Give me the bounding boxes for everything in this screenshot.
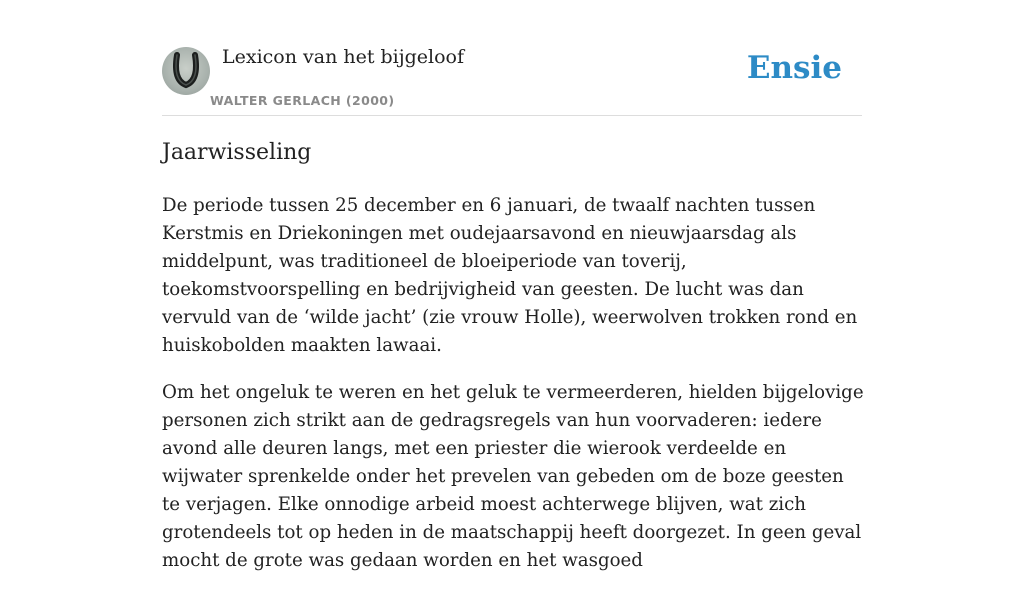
body-paragraph: Om het ongeluk te weren en het geluk te vermeerderen, hielden bijgelovige personen zich strikt aan de gedragsregels van hun voorvaderen: iedere avond alle deuren langs, met een priester die wierook verdeelde en wijwater sprenkelde onder het prevelen van gebeden om de boze geesten te verjagen. Elke onnodige arbeid moest achterwege blijven, wat zich grotendeels tot op heden in de maatschappij heeft doorgezet. In geen geval mocht de grote was gedaan worden en het wasgoed (162, 382, 864, 571)
entry-body (162, 192, 866, 594)
page (162, 0, 864, 571)
brand-logo[interactable]: Ensie (746, 50, 842, 86)
author-label: WALTER GERLACH (2000) (210, 93, 395, 108)
book-avatar[interactable] (162, 47, 210, 95)
horseshoe-icon (162, 47, 210, 95)
header (162, 0, 862, 116)
body-paragraph: De periode tussen 25 december en 6 januari, de twaalf nachten tussen Kerstmis en Driekoningen met oudejaarsavond en nieuwjaarsdag als middelpunt, was traditioneel de bloeiperiode van toverij, toekomstvoorspelling en bedrijvigheid van geesten. De lucht was dan vervuld van de ‘wilde jacht’ (zie vrouw Holle), weerwolven trokken rond en huiskobolden maakten lawaai. (162, 195, 858, 356)
entry-title: Jaarwisseling (162, 140, 312, 165)
book-title[interactable]: Lexicon van het bijgeloof (222, 46, 465, 68)
